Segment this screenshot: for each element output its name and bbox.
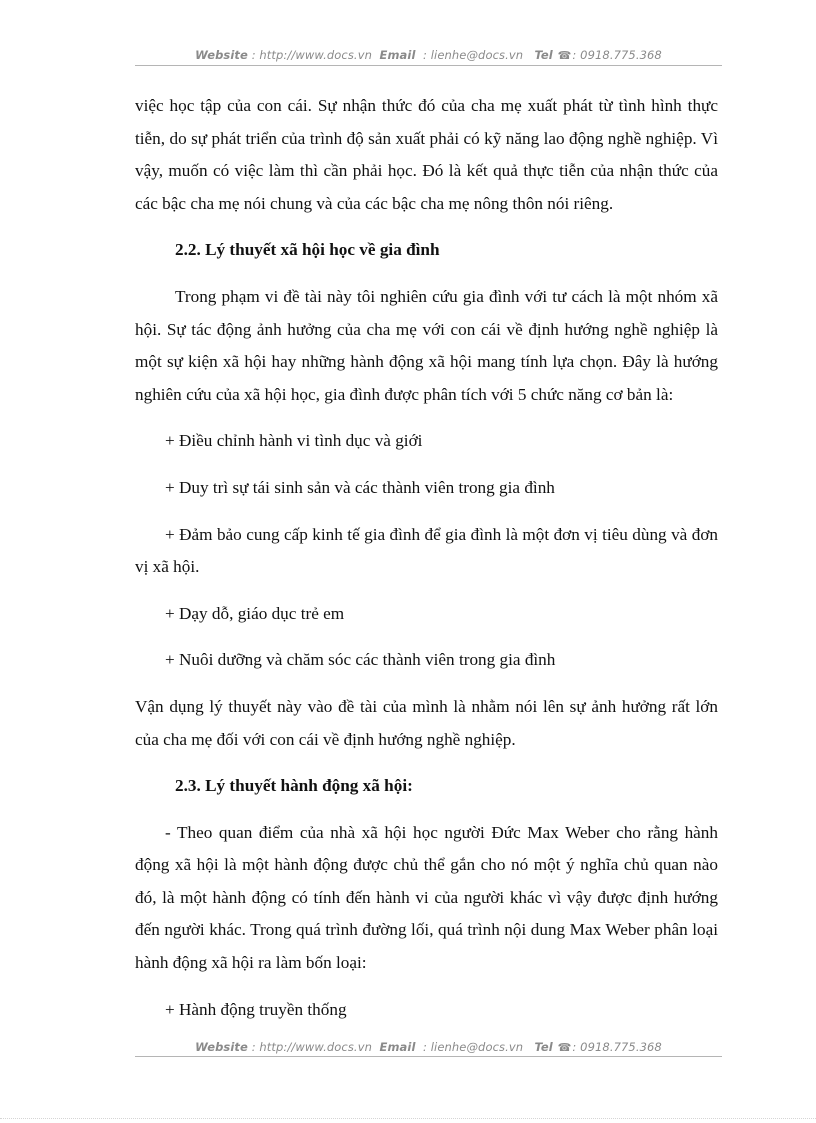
paragraph-family-theory: Trong phạm vi đề tài này tôi nghiên cứu gia đình với tư cách là một nhóm xã hội. Sự tác động ảnh hưởng của cha mẹ với con cái về định hướng nghề nghiệp là một sự kiện xã hội hay những hành động xã hội mang tính lựa chọn. Đây là hướng nghiên cứu của xã hội học, gia đình được phân tích với 5 chức năng cơ bản là:: [135, 286, 718, 404]
list-item: + Điều chỉnh hành vi tình dục và giới: [165, 431, 423, 451]
paragraph-weber: - Theo quan điểm của nhà xã hội học người Đức Max Weber cho rằng hành động xã hội là một hành động được chủ thể gắn cho nó một ý nghĩa chủ quan nào đó, là một hành động có tính đến hành vi của người khác vì vậy được định hướng đến người khác. Trong quá trình đường lối, quá trình nội dung Max Weber phân loại hành động xã hội ra làm bốn loại:: [135, 822, 718, 973]
paragraph-intro: việc học tập của con cái. Sự nhận thức đó của cha mẹ xuất phát từ tình hình thực tiễn, do sự phát triển của trình độ sản xuất phải có kỹ năng lao động nghề nghiệp. Vì vậy, muốn có việc làm thì cần phải học. Đó là kết quả thực tiễn của nhận thức của các bậc cha mẹ nói chung và của các bậc cha mẹ nông thôn nói riêng.: [135, 96, 718, 213]
header-divider: [135, 65, 722, 66]
footer-website-link[interactable]: : http://www.docs.vn: [251, 1040, 372, 1054]
header-tel-label: Tel: [534, 48, 553, 62]
header-website-label: Website: [195, 48, 248, 62]
list-item: + Duy trì sự tái sinh sản và các thành viên trong gia đình: [165, 477, 555, 497]
footer-tel-value: : 0918.775.368: [572, 1040, 662, 1054]
list-item: + Dạy dỗ, giáo dục trẻ em: [165, 603, 345, 623]
section-heading-2-2: 2.2. Lý thuyết xã hội học về gia đình: [175, 240, 440, 260]
header-email-label: Email: [379, 48, 416, 62]
footer-email-link[interactable]: : lienhe@docs.vn: [423, 1040, 524, 1054]
footer-website-label: Website: [195, 1040, 248, 1054]
paragraph-application: Vận dụng lý thuyết này vào đề tài của mình là nhằm nói lên sự ảnh hưởng rất lớn của cha mẹ đối với con cái về định hướng nghề nghiệp.: [135, 696, 718, 749]
list-item: + Đảm bảo cung cấp kinh tế gia đình để gia đình là một đơn vị tiêu dùng và đơn vị xã hội.: [135, 524, 718, 577]
section-heading-2-3: 2.3. Lý thuyết hành động xã hội:: [175, 776, 413, 796]
page-footer: [135, 1040, 722, 1054]
document-body: [135, 90, 718, 1040]
page-header: [135, 48, 722, 62]
header-email-link[interactable]: : lienhe@docs.vn: [423, 48, 524, 62]
header-tel-value: : 0918.775.368: [572, 48, 662, 62]
footer-email-label: Email: [379, 1040, 416, 1054]
header-website-link[interactable]: : http://www.docs.vn: [251, 48, 372, 62]
footer-divider: [135, 1056, 722, 1057]
phone-icon: ☎: [557, 1041, 572, 1054]
list-item: + Nuôi dưỡng và chăm sóc các thành viên trong gia đình: [165, 650, 556, 670]
list-item: + Hành động truyền thống: [165, 999, 347, 1019]
footer-tel-label: Tel: [534, 1040, 553, 1054]
page-bottom-edge: [0, 1118, 816, 1119]
phone-icon: ☎: [557, 49, 572, 62]
